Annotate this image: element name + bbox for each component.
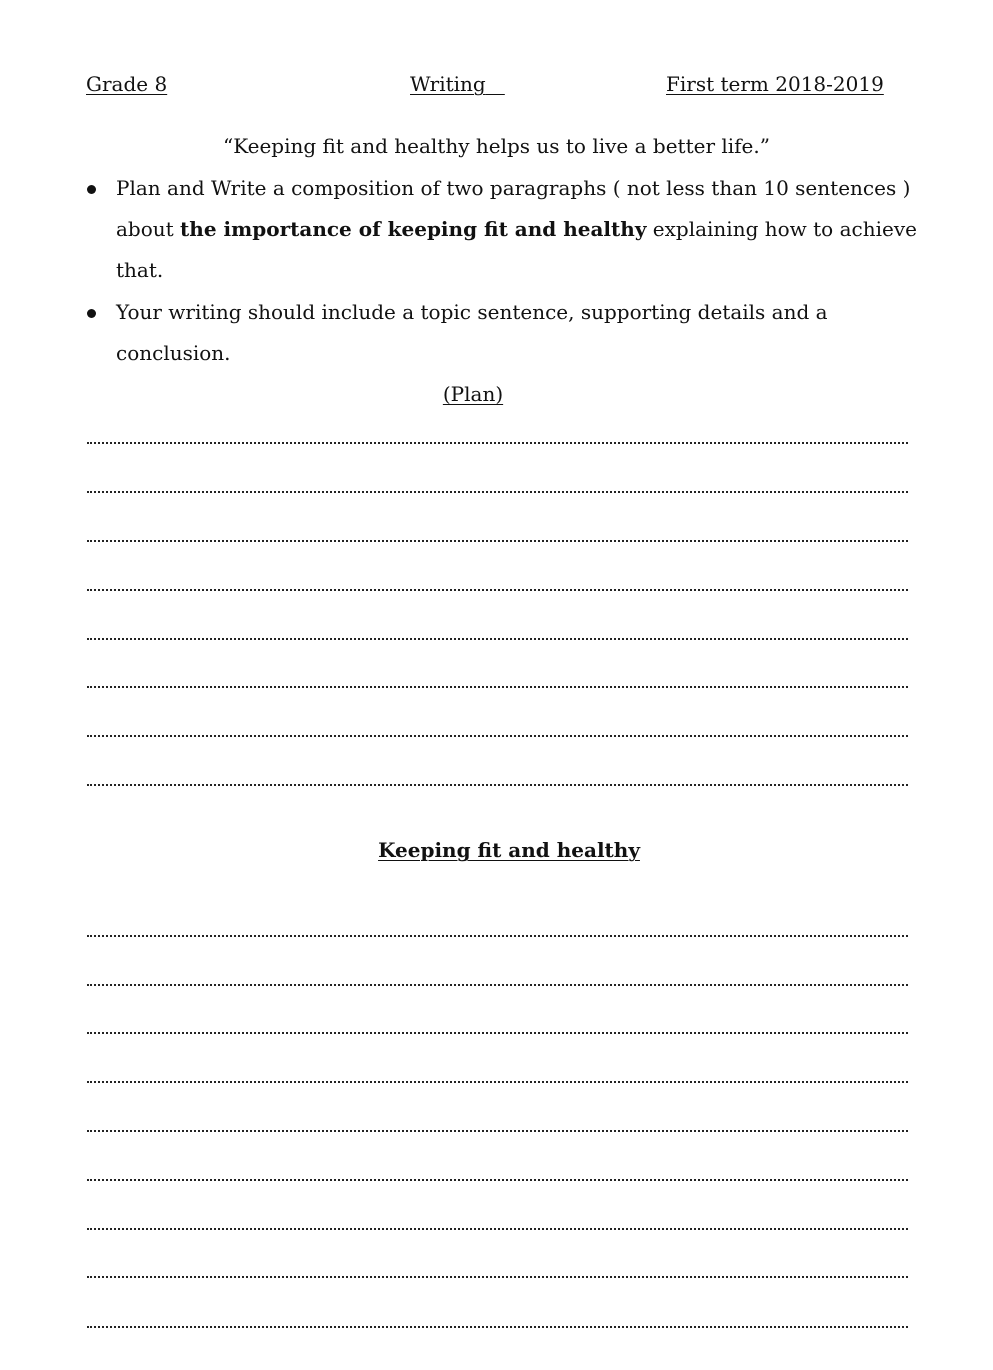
- essay-heading: Keeping fit and healthy: [378, 838, 640, 862]
- instruction-1-line-3: that.: [116, 258, 164, 282]
- instruction-2-line-1: Your writing should include a topic sentence, supporting details and a: [116, 300, 828, 324]
- plan-writing-line[interactable]: [87, 784, 908, 786]
- plan-heading: (Plan): [442, 382, 504, 406]
- grade-label: Grade 8: [86, 72, 168, 96]
- subject-label: Writing: [410, 72, 486, 96]
- essay-writing-line[interactable]: [87, 1081, 908, 1083]
- essay-writing-line[interactable]: [87, 935, 908, 937]
- prompt-quote: “Keeping fit and healthy helps us to live a better life.”: [223, 134, 770, 158]
- plan-writing-line[interactable]: [87, 686, 908, 688]
- essay-writing-line[interactable]: [87, 1326, 908, 1328]
- plan-writing-line[interactable]: [87, 638, 908, 640]
- bullet-icon: [87, 309, 96, 318]
- essay-writing-line[interactable]: [87, 1276, 908, 1278]
- plan-writing-line[interactable]: [87, 540, 908, 542]
- essay-writing-line[interactable]: [87, 1130, 908, 1132]
- bullet-icon: [87, 185, 96, 194]
- instruction-1-line-2: about the importance of keeping fit and healthy explaining how to achieve: [116, 217, 917, 241]
- essay-writing-line[interactable]: [87, 984, 908, 986]
- plan-writing-line[interactable]: [87, 491, 908, 493]
- instruction-1-line-1: Plan and Write a composition of two paragraphs ( not less than 10 sentences ): [116, 176, 911, 200]
- term-label: First term 2018-2019: [666, 72, 884, 96]
- essay-writing-line[interactable]: [87, 1179, 908, 1181]
- plan-writing-line[interactable]: [87, 442, 908, 444]
- instruction-2-line-2: conclusion.: [116, 341, 231, 365]
- plan-writing-line[interactable]: [87, 735, 908, 737]
- plan-writing-line[interactable]: [87, 589, 908, 591]
- instruction-1-topic: the importance of keeping fit and healthy: [180, 217, 647, 241]
- essay-writing-line[interactable]: [87, 1032, 908, 1034]
- essay-writing-line[interactable]: [87, 1228, 908, 1230]
